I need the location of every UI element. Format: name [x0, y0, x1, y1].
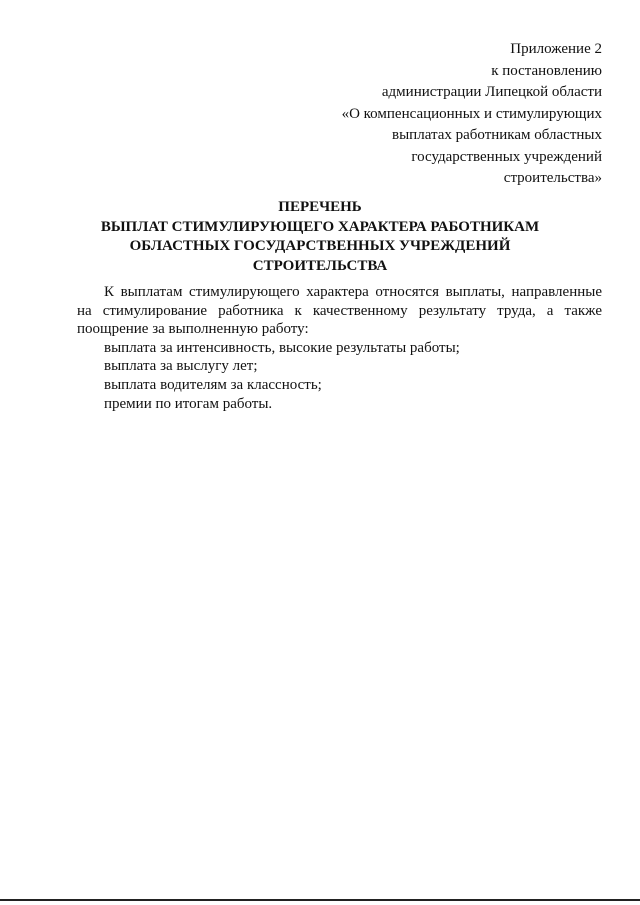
- appendix-block: [342, 39, 602, 190]
- appendix-line: администрации Липецкой области: [381, 84, 602, 100]
- appendix-line: строительства»: [503, 170, 602, 186]
- heading-line: ПЕРЕЧЕНЬ: [278, 199, 362, 215]
- list-item: премии по итогам работы.: [104, 395, 273, 412]
- list-item: выплата за интенсивность, высокие результаты работы;: [104, 339, 460, 356]
- appendix-line: «О компенсационных и стимулирующих: [341, 105, 602, 122]
- appendix-line: к постановлению: [491, 62, 602, 79]
- appendix-line: выплатах работникам областных: [392, 127, 602, 143]
- document-body: [77, 283, 602, 413]
- document-heading: [0, 198, 640, 276]
- bottom-divider: [0, 899, 640, 901]
- heading-line: СТРОИТЕЛЬСТВА: [252, 257, 388, 274]
- list-item: выплата за выслугу лет;: [104, 358, 258, 375]
- intro-paragraph: К выплатам стимулирующего характера относятся выплаты, направленные на стимулирование работника к качественному результату труда, а также поощрение за выполненную работу:: [77, 284, 602, 338]
- appendix-line: Приложение 2: [510, 41, 602, 57]
- appendix-line: государственных учреждений: [411, 148, 602, 165]
- heading-line: ВЫПЛАТ СТИМУЛИРУЮЩЕГО ХАРАКТЕРА РАБОТНИКАМ: [100, 218, 540, 235]
- heading-line: ОБЛАСТНЫХ ГОСУДАРСТВЕННЫХ УЧРЕЖДЕНИЙ: [129, 238, 511, 254]
- list-item: выплата водителям за классность;: [104, 376, 322, 393]
